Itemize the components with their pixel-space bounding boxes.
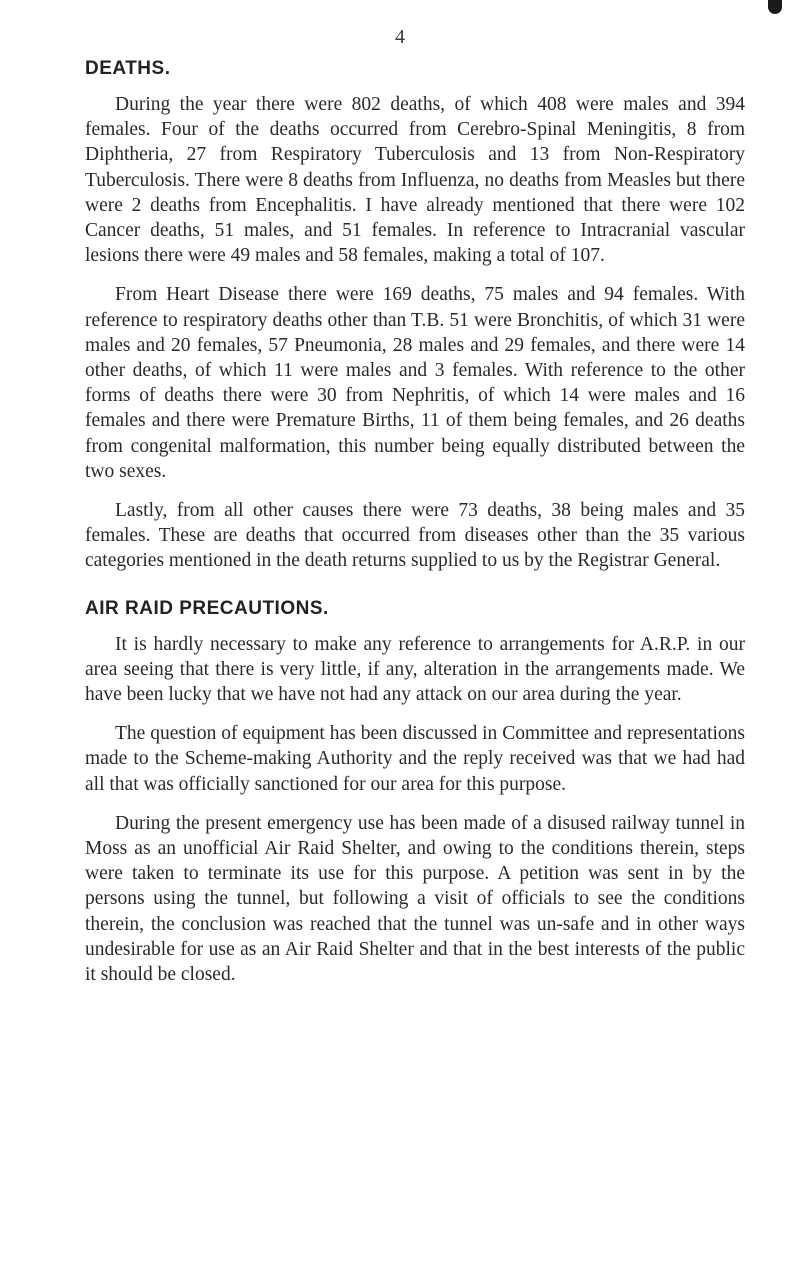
- air-raid-heading: AIR RAID PRECAUTIONS.: [85, 597, 329, 619]
- air-raid-paragraph-2: The question of equipment has been discussed in Committee and representations made to the Scheme-making Authority and the reply received was that we had had all that was officially sanctioned for our area for this purpose.: [85, 723, 745, 795]
- air-raid-paragraph-1: It is hardly necessary to make any reference to arrangements for A.R.P. in our area seeing that there is very little, if any, alteration in the arrangements made. We have been lucky that we have not had any attack on our area during the year.: [85, 633, 745, 706]
- deaths-heading: DEATHS.: [85, 58, 171, 79]
- page-number: 4: [395, 26, 405, 48]
- deaths-paragraph-2: From Heart Disease there were 169 deaths, 75 males and 94 females. With reference to respiratory deaths other than T.B. 51 were Bronchitis, of which 31 were males and 20 females, 57 Pneumonia, 28 males and 29 females, and there were 14 other deaths, of which 11 were males and 3 females. With reference to the other forms of deaths there were 30 from Nephritis, of which 14 were males and 16 females and there were Premature Births, 11 of them being females, and 26 deaths from congenital malformation, this number being equally distributed between the two sexes.: [85, 284, 745, 482]
- air-raid-paragraph-3: During the present emergency use has been made of a disused railway tunnel in Moss as an unofficial Air Raid Shelter, and owing to the conditions therein, steps were taken to terminate its use for this purpose. A petition was sent in by the persons using the tunnel, but following a visit of officials to see the conditions therein, the conclusion was reached that the tunnel was un-safe and in other ways undesirable for use as an Air Raid Shelter and that in the best interests of the public it should be closed.: [85, 812, 745, 986]
- document-body: [85, 58, 745, 1001]
- deaths-paragraph-3: Lastly, from all other causes there were 73 deaths, 38 being males and 35 females. These are deaths that occurred from diseases other than the 35 various categories mentioned in the death returns supplied to us by the Registrar General.: [85, 500, 745, 572]
- deaths-paragraph-1: During the year there were 802 deaths, of which 408 were males and 394 females. Four of the deaths occurred from Cerebro-Spinal Meningitis, 8 from Diphtheria, 27 from Respiratory Tuberculosis and 13 from Non-Respiratory Tuberculosis. There were 8 deaths from Influenza, no deaths from Measles but there were 2 deaths from Encephalitis. I have already mentioned that there were 102 Cancer deaths, 51 males, and 51 females. In reference to Intracranial vascular lesions there were 49 males and 58 females, making a total of 107.: [85, 94, 745, 267]
- page-corner-mark: [768, 0, 782, 14]
